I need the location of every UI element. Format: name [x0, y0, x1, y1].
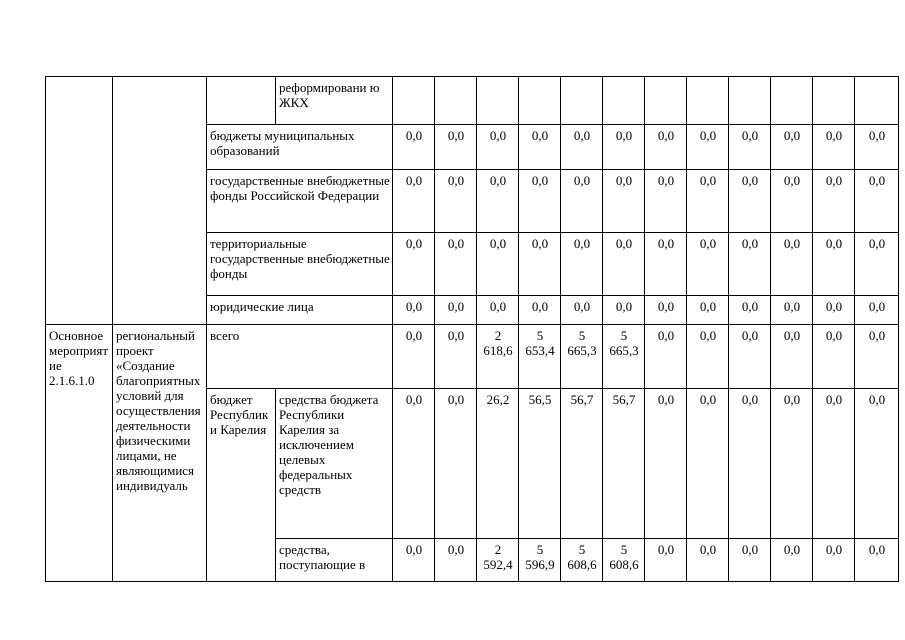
value-cell: 0,0: [477, 233, 519, 296]
value-cell: 0,0: [813, 233, 855, 296]
value-cell: 0,0: [393, 389, 435, 539]
value-cell: 0,0: [435, 170, 477, 233]
value-cell: 0,0: [855, 170, 899, 233]
value-cell: 0,0: [561, 233, 603, 296]
value-cell: 0,0: [687, 389, 729, 539]
source-cell: бюджеты муниципальных образований: [207, 125, 393, 170]
value-cell: 0,0: [855, 296, 899, 325]
value-cell: 0,0: [855, 325, 899, 389]
value-cell: 0,0: [603, 125, 645, 170]
project-cell: [113, 77, 207, 325]
value-cell: 0,0: [687, 125, 729, 170]
value-cell: 0,0: [687, 233, 729, 296]
value-cell: 0,0: [561, 170, 603, 233]
value-cell: 0,0: [855, 233, 899, 296]
value-cell: 0,0: [519, 170, 561, 233]
value-cell: 0,0: [477, 296, 519, 325]
source-cell: государственные внебюджетные фонды Российской Федерации: [207, 170, 393, 233]
source-cell: территориальные государственные внебюджетные фонды: [207, 233, 393, 296]
value-cell: 0,0: [645, 539, 687, 582]
value-cell: 0,0: [813, 296, 855, 325]
value-cell: [771, 77, 813, 125]
value-cell: 0,0: [729, 233, 771, 296]
value-cell: 0,0: [729, 296, 771, 325]
value-cell: 0,0: [435, 389, 477, 539]
value-cell: 0,0: [729, 125, 771, 170]
value-cell: 0,0: [435, 125, 477, 170]
value-cell: 0,0: [813, 125, 855, 170]
value-cell: 0,0: [393, 325, 435, 389]
value-cell: 5 596,9: [519, 539, 561, 582]
value-cell: [477, 77, 519, 125]
value-cell: 0,0: [645, 170, 687, 233]
budget-cell: [207, 77, 276, 125]
value-cell: 0,0: [771, 233, 813, 296]
measure-cell: [46, 77, 113, 325]
value-cell: 0,0: [603, 233, 645, 296]
value-cell: 0,0: [813, 389, 855, 539]
value-cell: 0,0: [561, 296, 603, 325]
value-cell: 0,0: [645, 296, 687, 325]
value-cell: 26,2: [477, 389, 519, 539]
source-cell: всего: [207, 325, 393, 389]
value-cell: 0,0: [435, 233, 477, 296]
value-cell: 0,0: [687, 325, 729, 389]
value-cell: 0,0: [561, 125, 603, 170]
value-cell: 0,0: [771, 389, 813, 539]
value-cell: 5 608,6: [561, 539, 603, 582]
value-cell: 0,0: [813, 539, 855, 582]
value-cell: 0,0: [771, 539, 813, 582]
source-cell: средства бюджета Республики Карелия за исключением целевых федеральных средств: [276, 389, 393, 539]
value-cell: [435, 77, 477, 125]
value-cell: 0,0: [435, 296, 477, 325]
source-cell: средства, поступающие в: [276, 539, 393, 582]
value-cell: 0,0: [771, 296, 813, 325]
value-cell: 5 653,4: [519, 325, 561, 389]
value-cell: [645, 77, 687, 125]
value-cell: 0,0: [393, 296, 435, 325]
value-cell: [519, 77, 561, 125]
value-cell: 5 665,3: [561, 325, 603, 389]
value-cell: 0,0: [687, 539, 729, 582]
value-cell: 0,0: [435, 325, 477, 389]
budget-cell: бюджет Республики Карелия: [207, 389, 276, 582]
value-cell: 5 608,6: [603, 539, 645, 582]
value-cell: 56,7: [603, 389, 645, 539]
value-cell: 56,7: [561, 389, 603, 539]
value-cell: 0,0: [855, 389, 899, 539]
value-cell: 2 618,6: [477, 325, 519, 389]
value-cell: 0,0: [393, 233, 435, 296]
value-cell: 0,0: [393, 170, 435, 233]
value-cell: [813, 77, 855, 125]
table-row: [46, 325, 899, 389]
value-cell: 0,0: [855, 539, 899, 582]
value-cell: 0,0: [645, 125, 687, 170]
value-cell: 0,0: [477, 125, 519, 170]
value-cell: 0,0: [645, 325, 687, 389]
source-cell: юридические лица: [207, 296, 393, 325]
value-cell: 0,0: [393, 125, 435, 170]
value-cell: 0,0: [729, 539, 771, 582]
value-cell: 5 665,3: [603, 325, 645, 389]
value-cell: 0,0: [771, 170, 813, 233]
value-cell: 0,0: [645, 389, 687, 539]
value-cell: 0,0: [687, 296, 729, 325]
value-cell: 0,0: [813, 170, 855, 233]
value-cell: 56,5: [519, 389, 561, 539]
project-cell: региональный проект «Создание благоприятных условий для осуществления деятельности физическими лицами, не являющимися индивидуаль: [113, 325, 207, 582]
value-cell: 0,0: [393, 539, 435, 582]
value-cell: 0,0: [519, 296, 561, 325]
value-cell: 0,0: [603, 170, 645, 233]
value-cell: 0,0: [771, 325, 813, 389]
value-cell: 0,0: [519, 125, 561, 170]
value-cell: [393, 77, 435, 125]
value-cell: 0,0: [729, 170, 771, 233]
budget-table: [45, 76, 899, 582]
value-cell: 2 592,4: [477, 539, 519, 582]
value-cell: 0,0: [771, 125, 813, 170]
value-cell: 0,0: [687, 170, 729, 233]
value-cell: 0,0: [813, 325, 855, 389]
value-cell: 0,0: [603, 296, 645, 325]
value-cell: 0,0: [729, 325, 771, 389]
table-row: [46, 77, 899, 125]
measure-cell: Основное мероприятие 2.1.6.1.0: [46, 325, 113, 582]
value-cell: 0,0: [855, 125, 899, 170]
value-cell: [687, 77, 729, 125]
value-cell: [729, 77, 771, 125]
value-cell: [603, 77, 645, 125]
value-cell: 0,0: [477, 170, 519, 233]
source-cell: реформировани ю ЖКХ: [276, 77, 393, 125]
value-cell: [855, 77, 899, 125]
value-cell: 0,0: [435, 539, 477, 582]
value-cell: [561, 77, 603, 125]
value-cell: 0,0: [519, 233, 561, 296]
value-cell: 0,0: [645, 233, 687, 296]
value-cell: 0,0: [729, 389, 771, 539]
